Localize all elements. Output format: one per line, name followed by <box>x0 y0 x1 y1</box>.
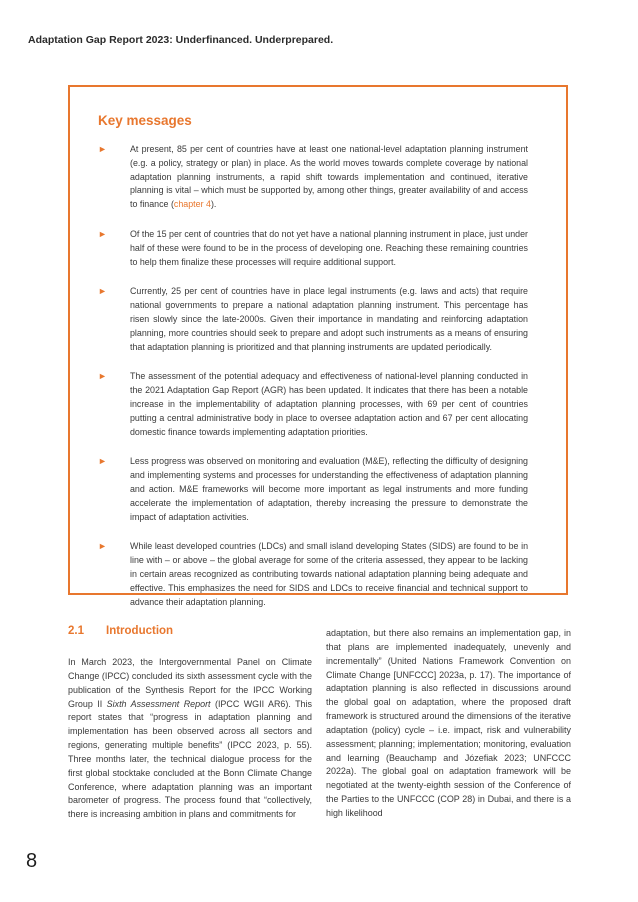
intro-paragraph-left <box>68 656 312 822</box>
chapter-4-link[interactable]: chapter 4 <box>173 199 211 210</box>
section-number: 2.1 <box>68 625 84 637</box>
bullet-arrow-icon: ► <box>98 371 107 382</box>
bullet-arrow-icon: ► <box>98 144 107 154</box>
key-message-text: Of the 15 per cent of countries that do not yet have a national planning instrument in place, just under half of these were found to be in the process of developing one. Reaching these remaining countries to help them finalize these processes will require additional support. <box>130 228 528 267</box>
key-message-text: The assessment of the potential adequacy and effectiveness of national-level planning conducted in the 2021 Adaptation Gap Report (AGR) has been updated. It indicates that there has been a notable increase in the implementability of adaptation planning processes, with 69 per cent of countries putting a central administrative body in place to oversee adaptation action and 67 per cent allocating domestic finance towards implementing adaptation priorities. <box>130 371 528 437</box>
key-messages-title: Key messages <box>98 113 192 128</box>
key-messages-list <box>98 143 528 625</box>
running-header: Adaptation Gap Report 2023: Underfinanced. Underprepared. <box>28 34 334 46</box>
key-message-item <box>98 370 528 439</box>
key-message-text: While least developed countries (LDCs) and small island developing States (SIDS) are found to be in line with – or above – the global average for some of the criteria assessed, they appear to be lacking in certain areas recognized as contributing towards national adaptation planning being adequate and effective. This emphasizes the need for SIDS and LDCs to receive financial and technical support to advance their adaptation planning. <box>130 541 528 607</box>
bullet-arrow-icon: ► <box>98 286 107 297</box>
key-messages-box <box>68 85 568 607</box>
page-number: 8 <box>26 850 38 872</box>
key-message-item <box>98 228 528 269</box>
key-message-text: At present, 85 per cent of countries have at least one national-level adaptation planning instrument (e.g. a policy, strategy or plan) in place. As the world moves towards complete coverage by national adaptation planning instruments, a rapid shift towards implementation and continued, iterative planning is vital – which must be supported by, among other things, greater availability of and access to finance ( <box>130 144 528 210</box>
bullet-arrow-icon: ► <box>98 456 107 467</box>
intro-text-italic: Sixth Assessment Report <box>106 698 211 709</box>
section-heading <box>68 625 173 637</box>
key-message-item <box>98 143 528 212</box>
key-message-text: Currently, 25 per cent of countries have in place legal instruments (e.g. laws and acts) that require national governments to prepare a national adaptation planning instrument. This percentage has risen slowly since the late-2000s. Given their importance in mandating and reinforcing adaptation planning, more countries should seek to prepare and adopt such instruments as a means of ensuring that adaptation planning is prioritized and that planning instruments are updated periodically. <box>130 286 528 352</box>
key-message-text-end: ). <box>210 199 217 210</box>
key-message-text: Less progress was observed on monitoring and evaluation (M&E), reflecting the difficulty of designing and implementing systems and processes for understanding the effectiveness of adaptation planning and action. M&E frameworks will become more important as legal instruments and more funding accelerate the implementation of adaptation, thereby increasing the pressure to demonstrate the impact of adaptation activities. <box>130 456 528 522</box>
bullet-arrow-icon: ► <box>98 541 107 552</box>
intro-text-part1: In March 2023, the Intergovernmental Panel on Climate Change (IPCC) concluded its sixth assessment cycle with the publication of the Synthesis Report for the IPCC Working Group II <box>68 657 312 709</box>
bullet-arrow-icon: ► <box>98 228 107 239</box>
section-title: Introduction <box>106 625 174 637</box>
intro-text-part2: (IPCC WGII AR6). This report states that “progress in adaptation planning and implementation has been observed across all sectors and regions, generating multiple benefits” (IPCC 2023, p. 55). Three months later, the technical dialogue process for the first global stocktake concluded at the Bonn Climate Change Conference, where adaptation planning was an important barometer of progress. The process found that “collectively, there is increasing ambition in plans and commitments for <box>68 698 312 820</box>
key-message-item <box>98 455 528 524</box>
intro-paragraph-right: adaptation, but there also remains an implementation gap, in that plans are implemented inadequately, unevenly and incrementally” (United Nations Framework Convention on Climate Change [UNFCCC] 2023a, p. 17). The importance of adaptation planning is also reflected in discussions around the global goal on adaptation, where the proposed draft framework is structured around the dimensions of the iterative adaptation (policy) cycle – i.e. impact, risk and vulnerability assessment; planning; implementation; monitoring, evaluation and learning (Beauchamp and Józefiak 2023; UNFCCC 2022a). The global goal on adaptation framework will be negotiated at the twenty-eighth session of the Conference of the Parties to the UNFCCC (COP 28) in Dubai, and there is a high likelihood <box>326 628 571 818</box>
key-message-item <box>98 285 528 354</box>
key-message-item <box>98 540 528 609</box>
